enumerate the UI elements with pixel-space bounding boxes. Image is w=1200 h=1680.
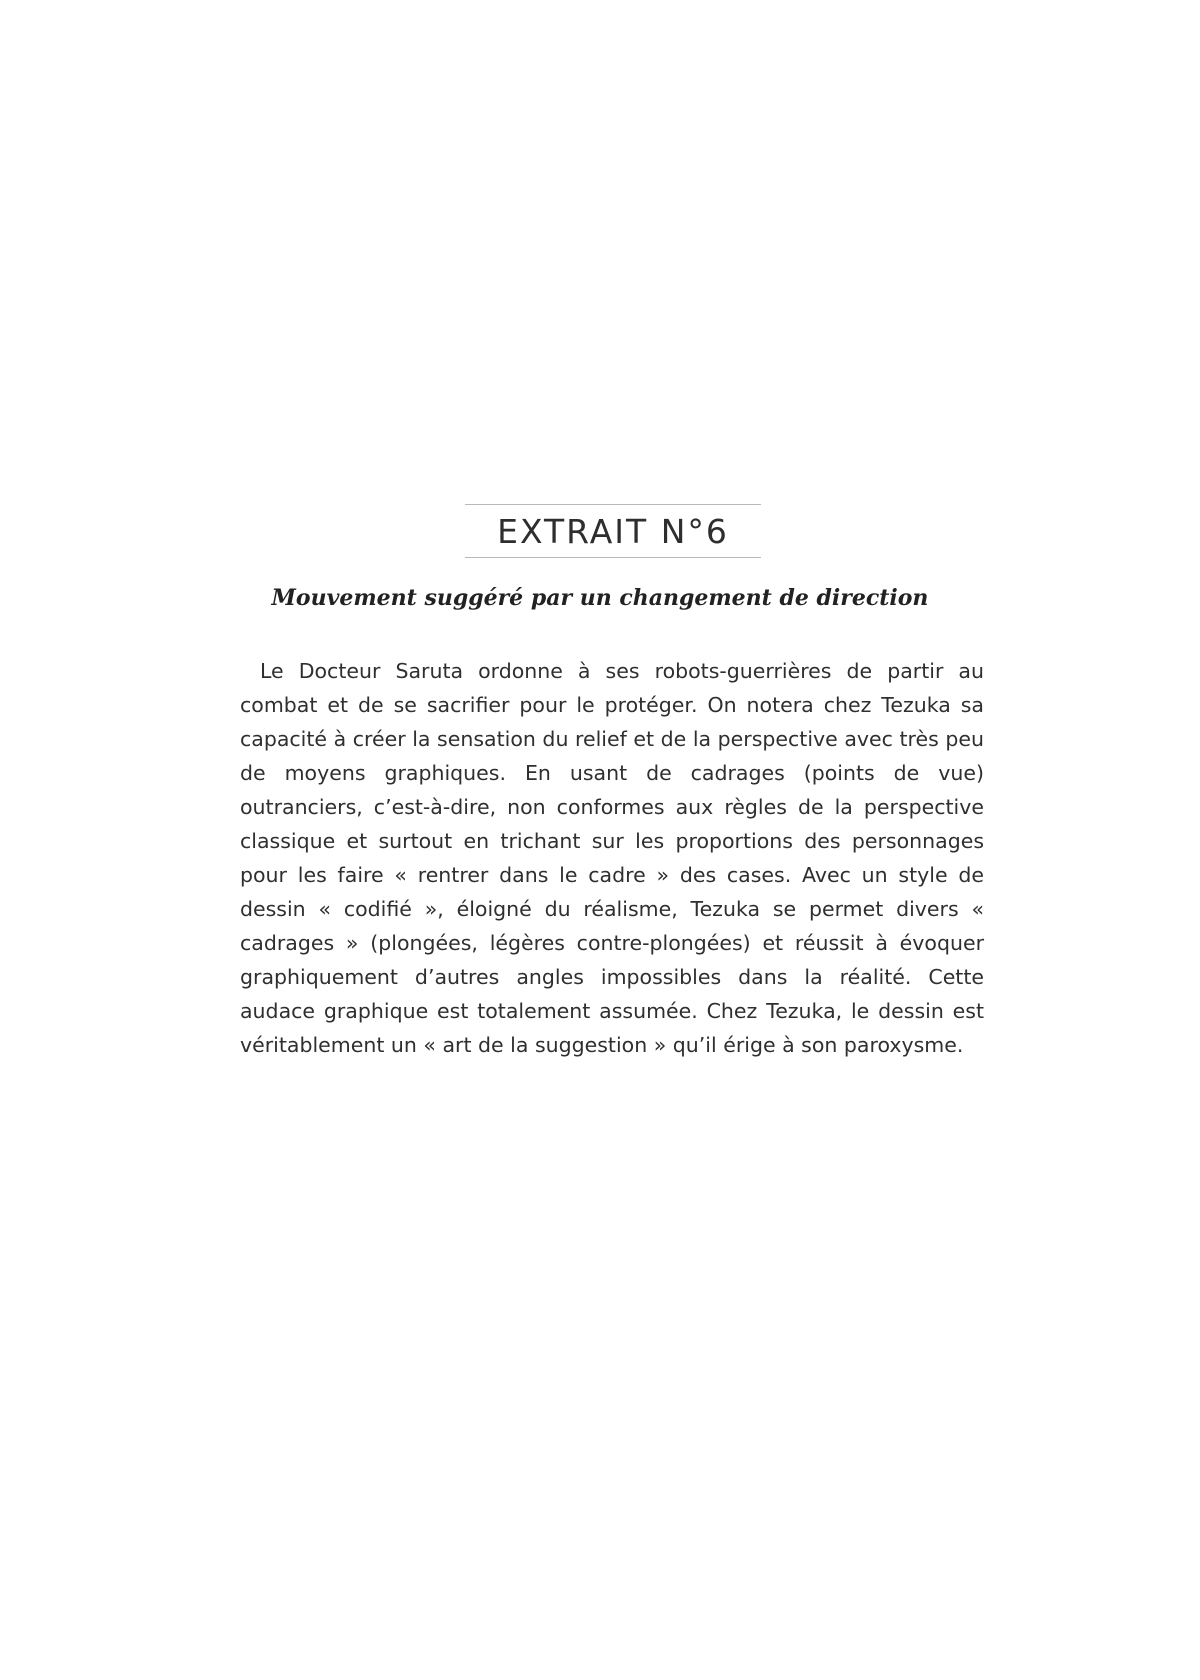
section-subtitle: Mouvement suggéré par un changement de direction [271, 585, 929, 611]
page-title: EXTRAIT N°6 [497, 511, 729, 551]
title-block [465, 504, 761, 558]
body-paragraph: Le Docteur Saruta ordonne à ses robots-guerrières de partir au combat et de se sacrifier pour le protéger. On notera chez Tezuka sa capacité à créer la sensation du relief et de la perspective avec très peu de moyens graphiques. En usant de cadrages (points de vue) outranciers, c’est-à-dire, non conformes aux règles de la perspective classique et surtout en trichant sur les proportions des personnages pour les faire « rentrer dans le cadre » des cases. Avec un style de dessin « codifié », éloigné du réalisme, Tezuka se permet divers « cadrages » (plongées, légères contre-plongées) et réussit à évoquer graphiquement d’autres angles impossibles dans la réalité. Cette audace graphique est totalement assumée. Chez Tezuka, le dessin est véritablement un « art de la suggestion » qu’il érige à son paroxysme. [240, 659, 984, 1057]
